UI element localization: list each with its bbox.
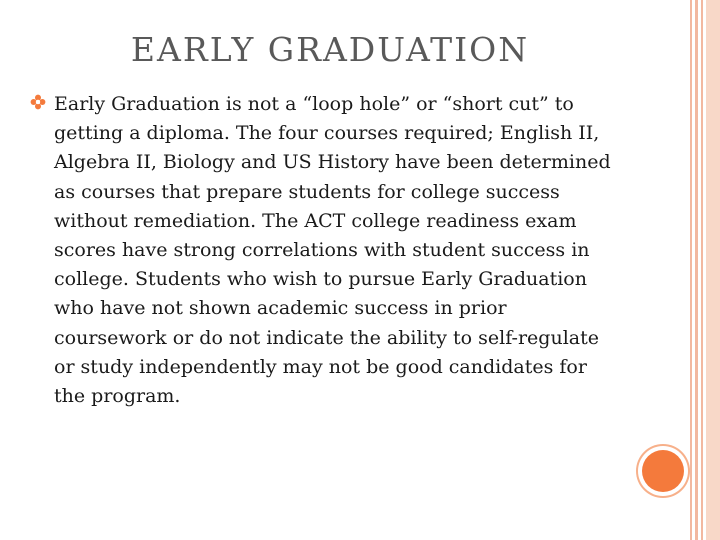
decorative-stripe	[690, 0, 692, 540]
decorative-stripe	[706, 0, 720, 540]
flower-bullet-icon	[30, 94, 46, 110]
decorative-stripe	[701, 0, 703, 540]
bullet-item	[30, 90, 620, 411]
bullet-text: Early Graduation is not a “loop hole” or “short cut” to getting a diploma. The four courses required; English II, Algebra II, Biology and US History have been determined as courses that prepare students for college success without remediation. The ACT college readiness exam scores have strong correlations with student success in college. Students who wish to pursue Early Graduation who have not shown academic success in prior coursework or do not indicate the ability to self-regulate or study independently may not be good candidates for the program.	[54, 93, 611, 408]
decorative-stripe	[695, 0, 698, 540]
slide-title: EARLY GRADUATION	[130, 30, 530, 69]
decorative-circle	[642, 450, 684, 492]
